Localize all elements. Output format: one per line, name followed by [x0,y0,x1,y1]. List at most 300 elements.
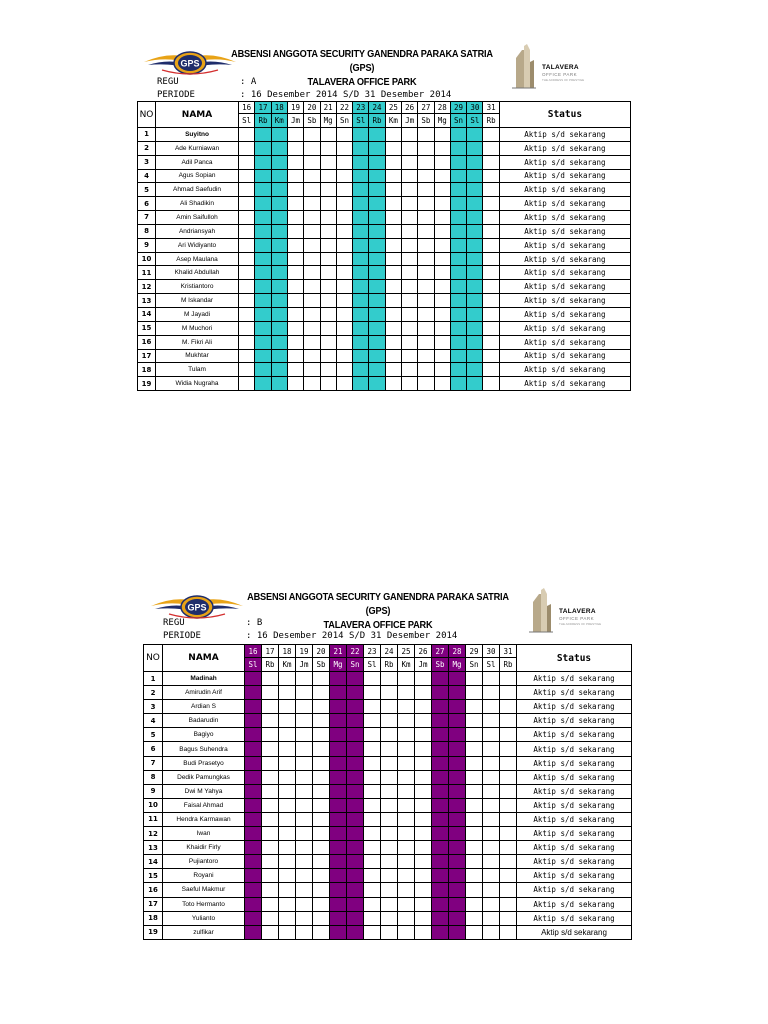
header-date-31: 31 [500,645,517,658]
table-row [138,141,631,155]
attendance-cell [296,784,313,798]
member-name: Bagiyo [163,728,245,742]
attendance-cell [402,266,418,280]
attendance-cell [385,307,401,321]
attendance-cell [262,869,279,883]
attendance-cell [279,841,296,855]
attendance-cell [245,812,262,826]
header-date-25: 25 [385,102,401,114]
attendance-cell [304,238,320,252]
member-status: Aktip s/d sekarang [499,238,630,252]
row-number: 3 [138,155,156,169]
attendance-cell [418,197,434,211]
attendance-cell [245,686,262,700]
attendance-cell [432,897,449,911]
attendance-cell [415,841,432,855]
member-name: Khalid Abdullah [156,266,239,280]
attendance-cell [467,128,483,142]
attendance-cell [330,812,347,826]
attendance-cell [347,742,364,756]
attendance-cell [418,169,434,183]
attendance-cell [336,169,352,183]
attendance-cell [434,252,450,266]
attendance-cell [287,169,303,183]
attendance-cell [347,812,364,826]
header-day: Rb [500,658,517,672]
header-day: Rb [262,658,279,672]
attendance-cell [466,897,483,911]
member-status: Aktip s/d sekarang [517,798,632,812]
attendance-cell [483,798,500,812]
attendance-cell [330,784,347,798]
header-date-26: 26 [402,102,418,114]
table-row [144,742,632,756]
attendance-cell [500,784,517,798]
attendance-cell [304,141,320,155]
member-status: Aktip s/d sekarang [499,377,630,391]
attendance-cell [287,155,303,169]
attendance-cell [245,827,262,841]
attendance-cell [432,742,449,756]
attendance-cell [320,211,336,225]
attendance-cell [466,827,483,841]
attendance-cell [483,266,499,280]
attendance-cell [330,770,347,784]
member-status: Aktip s/d sekarang [499,252,630,266]
attendance-cell [313,700,330,714]
attendance-cell [500,700,517,714]
attendance-cell [467,224,483,238]
attendance-cell [450,141,466,155]
attendance-cell [385,211,401,225]
attendance-cell [255,377,271,391]
attendance-cell [239,335,255,349]
header-no: NO [138,102,156,128]
attendance-cell [279,686,296,700]
attendance-cell [381,770,398,784]
attendance-cell [450,349,466,363]
attendance-cell [450,266,466,280]
attendance-cell [434,141,450,155]
attendance-cell [364,812,381,826]
attendance-cell [239,238,255,252]
member-name: Yulianto [163,911,245,925]
row-number: 19 [144,925,163,939]
attendance-cell [313,812,330,826]
attendance-cell [483,280,499,294]
header-date-19: 19 [287,102,303,114]
row-number: 19 [138,377,156,391]
attendance-cell [467,321,483,335]
attendance-cell [450,183,466,197]
attendance-cell [466,714,483,728]
attendance-cell [432,714,449,728]
attendance-cell [432,700,449,714]
member-name: Budi Prasetyo [163,756,245,770]
attendance-cell [347,841,364,855]
table-row [138,321,631,335]
attendance-cell [271,377,287,391]
attendance-cell [271,280,287,294]
attendance-cell [483,321,499,335]
table-row [138,211,631,225]
table-row [144,770,632,784]
attendance-cell [483,335,499,349]
header-date-23: 23 [364,645,381,658]
table-row [138,224,631,238]
attendance-cell [313,883,330,897]
member-status: Aktip s/d sekarang [517,700,632,714]
attendance-cell [347,798,364,812]
attendance-cell [467,363,483,377]
attendance-cell [239,252,255,266]
member-status: Aktip s/d sekarang [499,169,630,183]
attendance-cell [320,252,336,266]
row-number: 4 [138,169,156,183]
attendance-cell [271,363,287,377]
member-name: Agus Sopian [156,169,239,183]
member-status: Aktip s/d sekarang [517,897,632,911]
table-row [144,925,632,939]
member-status: Aktip s/d sekarang [517,925,632,939]
attendance-cell [418,294,434,308]
attendance-cell [381,700,398,714]
header-day: Sl [239,114,255,128]
attendance-cell [245,756,262,770]
attendance-cell [239,321,255,335]
attendance-cell [364,700,381,714]
member-status: Aktip s/d sekarang [499,211,630,225]
periode-label: PERIODE [157,90,195,100]
row-number: 7 [138,211,156,225]
attendance-cell [449,700,466,714]
attendance-cell [483,224,499,238]
talavera-sub: OFFICE PARK [559,616,595,621]
table-row [144,869,632,883]
regu-value: : A [240,77,257,87]
attendance-cell [449,756,466,770]
attendance-cell [245,841,262,855]
attendance-cell [369,224,385,238]
attendance-cell [255,155,271,169]
attendance-cell [449,897,466,911]
attendance-cell [353,252,369,266]
attendance-cell [500,714,517,728]
attendance-cell [415,742,432,756]
attendance-cell [313,728,330,742]
talavera-logo-b [525,588,625,634]
attendance-cell [466,869,483,883]
attendance-cell [398,728,415,742]
attendance-cell [271,252,287,266]
attendance-cell [287,363,303,377]
attendance-cell [320,280,336,294]
header-date-27: 27 [432,645,449,658]
header-day: Jm [296,658,313,672]
attendance-cell [255,266,271,280]
row-number: 5 [144,728,163,742]
header-day: Sn [466,658,483,672]
attendance-cell [304,183,320,197]
header-status: Status [517,645,632,672]
attendance-cell [398,714,415,728]
attendance-cell [369,266,385,280]
member-name: Andriansyah [156,224,239,238]
attendance-cell [313,855,330,869]
member-name: Iwan [163,827,245,841]
row-number: 7 [144,756,163,770]
attendance-cell [245,855,262,869]
attendance-cell [245,869,262,883]
attendance-cell [262,841,279,855]
attendance-cell [287,224,303,238]
attendance-cell [381,883,398,897]
attendance-cell [434,155,450,169]
attendance-cell [434,335,450,349]
attendance-cell [245,700,262,714]
attendance-cell [415,770,432,784]
attendance-cell [245,883,262,897]
attendance-cell [336,197,352,211]
attendance-cell [450,321,466,335]
attendance-cell [262,686,279,700]
attendance-cell [330,883,347,897]
attendance-cell [369,280,385,294]
row-number: 5 [138,183,156,197]
attendance-cell [287,238,303,252]
row-number: 1 [138,128,156,142]
attendance-cell [415,897,432,911]
attendance-cell [467,280,483,294]
member-name: Suyitno [156,128,239,142]
attendance-cell [466,742,483,756]
attendance-cell [381,897,398,911]
attendance-table-b [143,644,632,940]
attendance-cell [467,155,483,169]
header-day: Rb [369,114,385,128]
header-date-16: 16 [245,645,262,658]
attendance-cell [483,349,499,363]
attendance-cell [353,266,369,280]
attendance-cell [245,672,262,686]
attendance-cell [364,798,381,812]
attendance-cell [432,911,449,925]
attendance-cell [304,363,320,377]
member-name: Kristiantoro [156,280,239,294]
header-date-27: 27 [418,102,434,114]
sheet-b-title-line2: TALAVERA OFFICE PARK [323,620,433,631]
attendance-cell [483,869,500,883]
attendance-cell [320,321,336,335]
attendance-cell [320,377,336,391]
attendance-cell [320,238,336,252]
attendance-cell [296,672,313,686]
attendance-cell [385,252,401,266]
table-row [144,798,632,812]
header-day: Sl [364,658,381,672]
attendance-cell [381,855,398,869]
header-day: Sb [418,114,434,128]
attendance-cell [245,925,262,939]
table-row [144,700,632,714]
member-name: M Iskandar [156,294,239,308]
attendance-cell [262,672,279,686]
talavera-logo-a [508,44,608,90]
attendance-cell [450,155,466,169]
attendance-cell [336,252,352,266]
attendance-cell [313,686,330,700]
attendance-cell [415,700,432,714]
attendance-cell [271,128,287,142]
row-number: 13 [144,841,163,855]
member-name: Tulam [156,363,239,377]
table-row [144,784,632,798]
attendance-cell [385,224,401,238]
attendance-cell [245,770,262,784]
attendance-cell [418,224,434,238]
attendance-cell [313,714,330,728]
sheet-a-title-line2: TALAVERA OFFICE PARK [307,77,417,88]
attendance-cell [385,363,401,377]
attendance-cell [483,812,500,826]
header-date-30: 30 [467,102,483,114]
table-row [144,728,632,742]
attendance-cell [434,128,450,142]
attendance-cell [483,128,499,142]
attendance-cell [369,294,385,308]
attendance-cell [271,321,287,335]
attendance-cell [353,141,369,155]
header-day: Sl [483,658,500,672]
table-row [138,266,631,280]
attendance-cell [450,294,466,308]
attendance-cell [385,183,401,197]
table-row [144,841,632,855]
attendance-cell [320,169,336,183]
attendance-cell [500,911,517,925]
attendance-cell [330,714,347,728]
attendance-cell [402,169,418,183]
attendance-cell [450,252,466,266]
attendance-cell [330,855,347,869]
header-nama: NAMA [163,645,245,672]
attendance-cell [271,211,287,225]
attendance-cell [353,377,369,391]
header-date-29: 29 [466,645,483,658]
attendance-cell [483,784,500,798]
attendance-cell [434,224,450,238]
attendance-cell [330,911,347,925]
member-status: Aktip s/d sekarang [517,855,632,869]
attendance-cell [467,307,483,321]
attendance-cell [449,798,466,812]
attendance-cell [449,672,466,686]
member-status: Aktip s/d sekarang [517,742,632,756]
attendance-cell [434,294,450,308]
attendance-cell [313,841,330,855]
header-date-23: 23 [353,102,369,114]
header-date-20: 20 [304,102,320,114]
attendance-cell [245,728,262,742]
regu-label: REGU [157,77,179,87]
attendance-cell [483,294,499,308]
attendance-cell [313,672,330,686]
attendance-cell [500,827,517,841]
row-number: 10 [138,252,156,266]
header-date-24: 24 [381,645,398,658]
member-name: Madinah [163,672,245,686]
attendance-cell [418,128,434,142]
member-name: Ade Kurniawan [156,141,239,155]
attendance-cell [381,911,398,925]
attendance-cell [369,307,385,321]
sheet-a-meta [157,76,457,102]
member-status: Aktip s/d sekarang [499,349,630,363]
attendance-cell [450,211,466,225]
attendance-cell [415,855,432,869]
attendance-cell [336,377,352,391]
attendance-cell [381,827,398,841]
member-name: Amirudin Arif [163,686,245,700]
attendance-cell [415,883,432,897]
header-date-29: 29 [450,102,466,114]
member-name: Adil Panca [156,155,239,169]
attendance-cell [467,197,483,211]
attendance-cell [434,266,450,280]
row-number: 2 [144,686,163,700]
attendance-cell [415,756,432,770]
attendance-cell [287,128,303,142]
attendance-cell [262,742,279,756]
table-row [144,672,632,686]
attendance-cell [239,224,255,238]
attendance-cell [347,700,364,714]
header-date-22: 22 [336,102,352,114]
attendance-cell [320,128,336,142]
attendance-cell [381,714,398,728]
row-number: 14 [138,307,156,321]
attendance-cell [385,349,401,363]
attendance-cell [245,897,262,911]
attendance-cell [450,335,466,349]
attendance-cell [271,224,287,238]
attendance-cell [483,363,499,377]
attendance-cell [398,798,415,812]
attendance-cell [262,911,279,925]
attendance-cell [500,869,517,883]
attendance-cell [347,770,364,784]
attendance-cell [418,321,434,335]
row-number: 11 [144,812,163,826]
attendance-cell [483,742,500,756]
attendance-cell [483,252,499,266]
member-name: M Muchori [156,321,239,335]
attendance-cell [500,686,517,700]
attendance-cell [304,280,320,294]
attendance-cell [500,841,517,855]
attendance-cell [483,141,499,155]
svg-text:GPS: GPS [180,58,200,69]
attendance-cell [432,756,449,770]
attendance-cell [415,812,432,826]
member-name: Dedik Pamungkas [163,770,245,784]
attendance-cell [398,742,415,756]
attendance-cell [320,294,336,308]
header-date-22: 22 [347,645,364,658]
header-day: Sb [432,658,449,672]
header-day: Km [385,114,401,128]
attendance-cell [296,812,313,826]
